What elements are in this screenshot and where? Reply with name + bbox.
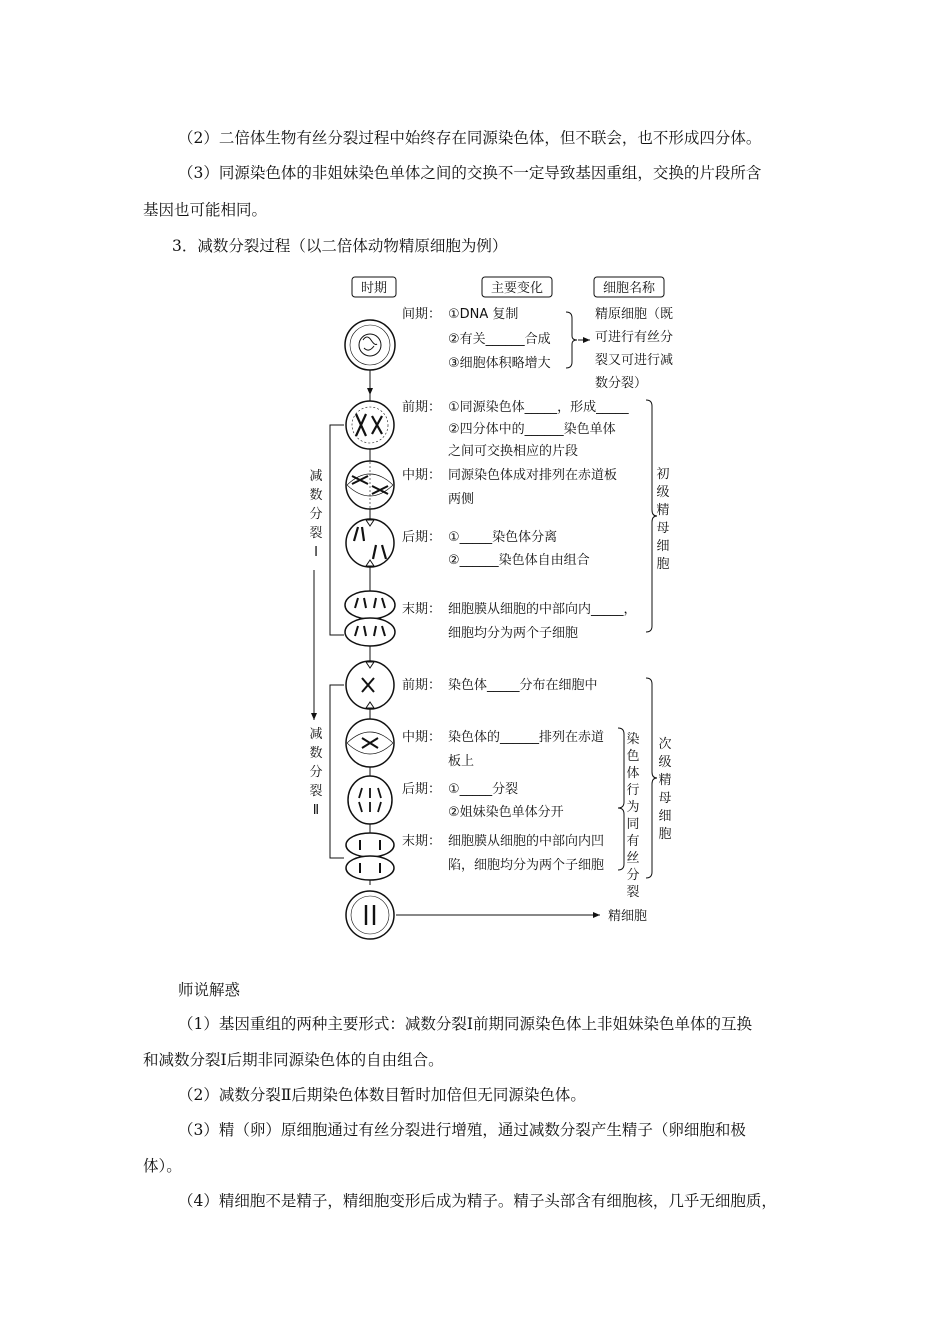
svg-text:有: 有: [626, 834, 640, 849]
m2-anaphase-line-2: ②姐妹染色单体分开: [448, 805, 564, 820]
m1-cell-name: [656, 467, 669, 572]
paragraph-crossover-line2: 基因也可能相同。: [143, 201, 268, 219]
svg-text:裂: 裂: [309, 526, 323, 541]
svg-text:胞: 胞: [656, 557, 670, 572]
m2-anaphase-line-1: ①_____分裂: [448, 782, 519, 797]
prophase2-cell-icon: [346, 661, 394, 709]
svg-text:精: 精: [658, 773, 672, 788]
svg-text:数: 数: [309, 746, 323, 761]
m1-telophase-line-2: 细胞均分为两个子细胞: [448, 626, 579, 641]
svg-text:胞: 胞: [658, 827, 672, 842]
svg-text:减: 减: [309, 727, 323, 742]
spermatid-cell-icon: [346, 891, 394, 939]
m1-anaphase-label: 后期：: [402, 530, 442, 545]
header-cell-name: 细胞名称: [602, 281, 656, 296]
m2-metaphase-line-1: 染色体的______排列在赤道: [448, 730, 605, 745]
interphase-line-1: ①DNA 复制: [448, 307, 519, 322]
interphase-cell-icon: [345, 320, 395, 370]
svg-text:Ⅱ: Ⅱ: [312, 803, 320, 818]
m2-metaphase-label: 中期：: [402, 730, 442, 745]
meiosis2-bracket: [330, 685, 344, 858]
m1-telophase-line-1: 细胞膜从细胞的中部向内_____，: [448, 602, 637, 617]
metaphase1-cell-icon: [346, 461, 394, 509]
m1-metaphase-label: 中期：: [402, 468, 442, 483]
m2-inner-brace: [618, 728, 624, 870]
m2-anaphase-label: 后期：: [402, 782, 442, 797]
paragraph-gametogenesis-line2: 体）。: [143, 1157, 182, 1175]
svg-text:裂: 裂: [626, 885, 640, 900]
interphase-label: 间期：: [402, 307, 442, 322]
svg-text:细: 细: [656, 539, 670, 554]
svg-text:Ⅰ: Ⅰ: [314, 545, 318, 560]
paragraph-meiosis2-anaphase: （2）减数分裂Ⅱ后期染色体数目暂时加倍但无同源染色体。: [178, 1086, 586, 1104]
svg-text:分: 分: [626, 868, 640, 883]
meiosis1-group-label: [309, 468, 322, 560]
interphase-cell-name-2: 可进行有丝分: [595, 330, 674, 345]
svg-text:细: 细: [658, 809, 672, 824]
m2-telophase-label: 末期：: [402, 834, 442, 849]
metaphase2-cell-icon: [346, 719, 394, 767]
paragraph-recombination-line1: （1）基因重组的两种主要形式：减数分裂Ⅰ前期同源染色体上非姐妹染色单体的互换: [178, 1015, 752, 1033]
header-period: 时期: [360, 281, 388, 296]
meiosis2-group-label: [309, 726, 322, 818]
m1-anaphase-line-1: ①_____染色体分离: [448, 530, 558, 545]
svg-text:母: 母: [656, 521, 670, 536]
m1-metaphase-line-1: 同源染色体成对排列在赤道板: [448, 468, 618, 483]
svg-text:减: 减: [309, 469, 323, 484]
paragraph-crossover-line1: （3）同源染色体的非姐妹染色单体之间的交换不一定导致基因重组，交换的片段所含: [178, 164, 762, 182]
result-label: 精细胞: [608, 909, 648, 924]
m2-right-brace: [646, 678, 657, 878]
svg-text:体: 体: [626, 766, 640, 781]
meiosis1-bracket: [330, 425, 344, 635]
m1-telophase-label: 末期：: [402, 602, 442, 617]
paragraph-gametogenesis-line1: （3）精（卵）原细胞通过有丝分裂进行增殖，通过减数分裂产生精子（卵细胞和极: [178, 1121, 746, 1139]
svg-text:母: 母: [658, 791, 672, 806]
interphase-brace: [566, 312, 577, 368]
paragraph-recombination-line2: 和减数分裂Ⅰ后期非同源染色体的自由组合。: [143, 1051, 444, 1069]
m2-metaphase-line-2: 板上: [448, 754, 475, 769]
svg-text:同: 同: [626, 817, 640, 832]
prophase1-cell-icon: [346, 401, 394, 449]
anaphase2-cell-icon: [348, 776, 392, 824]
svg-text:行: 行: [626, 783, 640, 798]
m1-prophase-label: 前期：: [402, 400, 442, 415]
m1-right-brace: [646, 400, 657, 632]
svg-text:级: 级: [658, 755, 672, 770]
m2-prophase-label: 前期：: [402, 678, 442, 693]
svg-text:丝: 丝: [626, 851, 640, 866]
svg-text:染: 染: [626, 732, 640, 747]
paragraph-spermatid: （4）精细胞不是精子，精细胞变形后成为精子。精子头部含有细胞核，几乎无细胞质，: [178, 1192, 777, 1210]
interphase-line-3: ③细胞体积略增大: [448, 356, 551, 371]
svg-text:分: 分: [309, 765, 323, 780]
svg-text:精: 精: [656, 503, 670, 518]
paragraph-homologous-mitosis: （2）二倍体生物有丝分裂过程中始终存在同源染色体，但不联会，也不形成四分体。: [178, 129, 762, 147]
svg-text:数: 数: [309, 488, 323, 503]
telophase1-cell-icon: [345, 591, 395, 646]
svg-text:级: 级: [656, 485, 670, 500]
svg-text:色: 色: [626, 749, 640, 764]
m2-telophase-line-1: 细胞膜从细胞的中部向内凹: [448, 834, 605, 849]
anaphase1-cell-icon: [346, 519, 394, 567]
interphase-line-2: ②有关______合成: [448, 332, 551, 347]
m1-anaphase-line-2: ②______染色体自由组合: [448, 553, 590, 568]
m2-telophase-line-2: 陷，细胞均分为两个子细胞: [448, 858, 605, 873]
interphase-cell-name-1: 精原细胞（既: [595, 307, 674, 322]
m1-metaphase-line-2: 两侧: [448, 492, 475, 507]
section-heading-explanation: 师说解惑: [178, 981, 241, 999]
m2-prophase-line-1: 染色体_____分布在细胞中: [448, 678, 598, 693]
svg-text:裂: 裂: [309, 784, 323, 799]
m2-cell-name: [658, 736, 671, 842]
interphase-cell-name-4: 数分裂）: [595, 376, 648, 391]
svg-text:为: 为: [626, 800, 640, 815]
interphase-cell-name-3: 裂又可进行减: [595, 353, 674, 368]
telophase2-cell-icon: [346, 833, 394, 880]
svg-text:初: 初: [656, 467, 670, 482]
m1-prophase-line-3: 之间可交换相应的片段: [448, 444, 579, 459]
svg-text:次: 次: [658, 737, 672, 752]
m1-prophase-line-2: ②四分体中的______染色单体: [448, 422, 616, 437]
header-change: 主要变化: [490, 281, 544, 296]
section-heading-meiosis: 3．减数分裂过程（以二倍体动物精原细胞为例）: [172, 237, 508, 255]
m1-prophase-line-1: ①同源染色体_____，形成_____: [448, 400, 629, 415]
svg-text:分: 分: [309, 507, 323, 522]
m2-behavior-note: [626, 731, 639, 900]
